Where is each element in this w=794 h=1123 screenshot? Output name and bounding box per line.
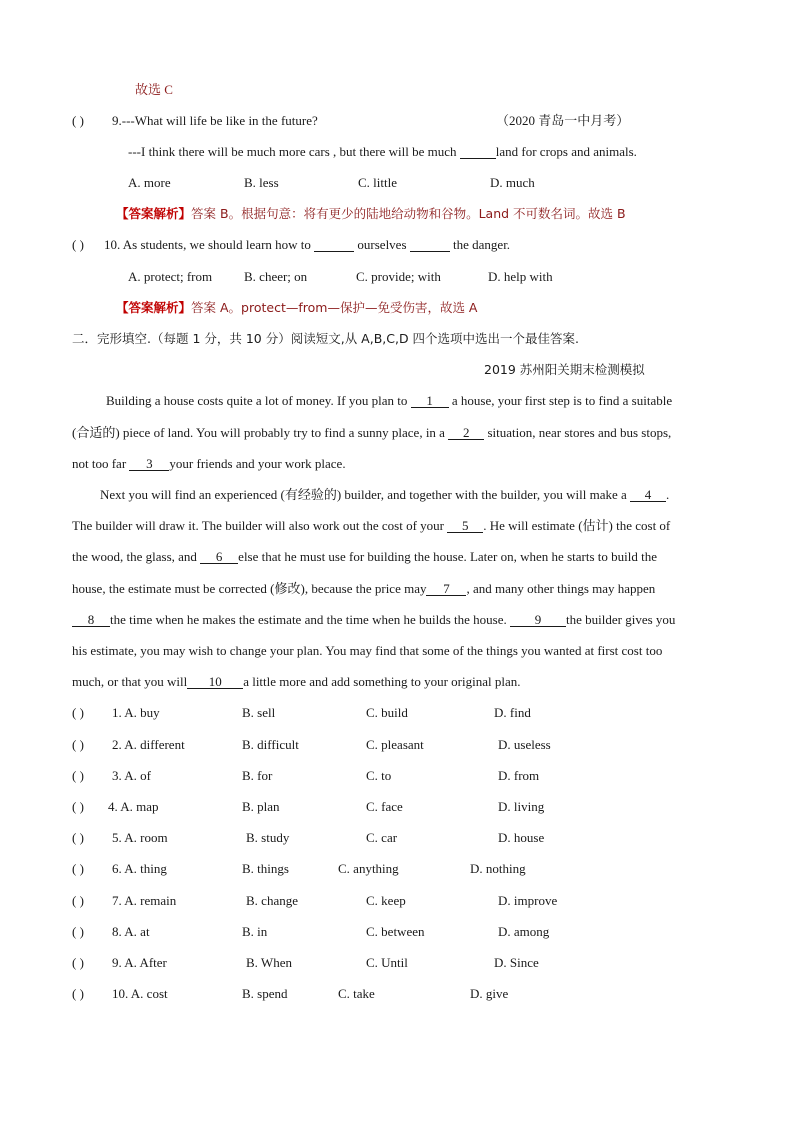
option-d: D. house xyxy=(498,830,545,845)
q10-stem xyxy=(104,237,510,253)
option-a: 2. A. different xyxy=(112,737,185,752)
option-a: 6. A. thing xyxy=(112,861,167,876)
option-a: 3. A. of xyxy=(112,768,151,783)
q9-second-line xyxy=(128,144,637,160)
passage-line xyxy=(72,518,670,534)
option-b: B. difficult xyxy=(242,737,299,752)
passage-line xyxy=(72,456,346,472)
q10-analysis xyxy=(116,300,477,316)
q10-option-a: A. protect; from xyxy=(128,269,213,284)
cloze-blank: 1 xyxy=(411,394,449,408)
analysis-tag: 【答案解析】 xyxy=(116,300,192,315)
answer-paren: ( ) xyxy=(72,799,84,814)
passage-text: Building a house costs quite a lot of money. If you plan to xyxy=(106,393,408,408)
answer-paren: ( ) xyxy=(72,830,84,845)
passage-line xyxy=(100,487,669,503)
option-c: C. face xyxy=(366,799,403,814)
option-d: D. find xyxy=(494,705,531,720)
passage-line: his estimate, you may wish to change your plan. You may find that some of the things you wanted at first cost too xyxy=(72,643,663,658)
option-c: C. take xyxy=(338,986,375,1001)
passage-text: (合适的) piece of land. You will probably try to find a sunny place, in a xyxy=(72,425,445,440)
answer-paren: ( ) xyxy=(72,955,84,970)
answer-paren: ( ) xyxy=(72,861,84,876)
passage-text: the wood, the glass, and xyxy=(72,549,197,564)
passage-text: else that he must use for building the house. Later on, when he starts to build the xyxy=(238,549,657,564)
option-d: D. from xyxy=(498,768,540,783)
option-a: 10. A. cost xyxy=(112,986,168,1001)
answer-paren: ( ) xyxy=(72,986,84,1001)
cloze-blank: 8 xyxy=(72,613,110,627)
passage-text: . He will estimate (估计) the cost of xyxy=(483,518,671,533)
q9-answer-paren: ( ) xyxy=(72,113,84,128)
passage-line xyxy=(72,674,520,690)
option-a: 1. A. buy xyxy=(112,705,160,720)
option-a: 5. A. room xyxy=(112,830,168,845)
cloze-blank: 9 xyxy=(510,613,566,627)
section-heading: 二．完形填空.（每题 1 分，共 10 分）阅读短文,从 A,B,C,D 四个选项中选出一个最佳答案. xyxy=(72,331,580,346)
option-d: D. Since xyxy=(494,955,539,970)
answer-paren: ( ) xyxy=(72,705,84,720)
option-a: 8. A. at xyxy=(112,924,150,939)
passage-line xyxy=(72,549,657,565)
option-a: 4. A. map xyxy=(108,799,159,814)
q10-option-b: B. cheer; on xyxy=(244,269,308,284)
option-c: C. Until xyxy=(366,955,408,970)
cloze-blank: 5 xyxy=(447,519,483,533)
q9-analysis xyxy=(116,206,626,222)
q9-blank xyxy=(460,145,496,159)
q10-answer-paren: ( ) xyxy=(72,237,84,252)
q9-option-d: D. much xyxy=(490,175,535,190)
passage-text: The builder will draw it. The builder will also work out the cost of your xyxy=(72,518,444,533)
passage-text: a house, your first step is to find a suitable xyxy=(451,393,673,408)
q10-stem-c: the danger. xyxy=(453,237,511,252)
option-a: 7. A. remain xyxy=(112,893,177,908)
q10-option-c: C. provide; with xyxy=(356,269,441,284)
q9-option-c: C. little xyxy=(358,175,397,190)
passage-text: situation, near stores and bus stops, xyxy=(487,425,672,440)
option-b: B. things xyxy=(242,861,289,876)
option-b: B. plan xyxy=(242,799,280,814)
option-c: C. car xyxy=(366,830,398,845)
option-b: B. study xyxy=(246,830,290,845)
option-d: D. living xyxy=(498,799,545,814)
q10-option-d: D. help with xyxy=(488,269,553,284)
passage-text: a little more and add something to your original plan. xyxy=(243,674,521,689)
option-b: B. for xyxy=(242,768,273,783)
answer-paren: ( ) xyxy=(72,737,84,752)
previous-answer-note: 故选 C xyxy=(135,82,173,97)
q9-option-b: B. less xyxy=(244,175,279,190)
passage-text: Next you will find an experienced (有经验的) builder, and together with the builder, you will make a xyxy=(100,487,627,502)
q9-stem: 9.---What will life be like in the future? xyxy=(112,113,318,128)
passage-text: the builder gives you xyxy=(566,612,676,627)
option-b: B. change xyxy=(246,893,298,908)
answer-paren: ( ) xyxy=(72,893,84,908)
cloze-blank: 10 xyxy=(187,675,243,689)
q9-source: （2020 青岛一中月考） xyxy=(496,113,630,128)
q10-analysis-text: 答案 A。protect—from—保护—免受伤害，故选 A xyxy=(191,300,478,315)
q10-blank-1 xyxy=(314,238,354,252)
cloze-blank: 6 xyxy=(200,550,238,564)
section-source: 2019 苏州阳关期末检测模拟 xyxy=(484,362,645,377)
option-d: D. improve xyxy=(498,893,558,908)
cloze-blank: 2 xyxy=(448,426,484,440)
option-c: C. anything xyxy=(338,861,399,876)
passage-text: . xyxy=(666,487,670,502)
passage-text: house, the estimate must be corrected (修改), because the price may xyxy=(72,581,427,596)
option-b: B. spend xyxy=(242,986,288,1001)
option-b: B. sell xyxy=(242,705,276,720)
cloze-blank: 7 xyxy=(426,582,466,596)
q10-blank-2 xyxy=(410,238,450,252)
option-c: C. keep xyxy=(366,893,406,908)
passage-text: the time when he makes the estimate and the time when he builds the house. xyxy=(110,612,507,627)
cloze-blank: 3 xyxy=(129,457,169,471)
passage-line xyxy=(72,425,671,441)
option-c: C. pleasant xyxy=(366,737,424,752)
passage-text: much, or that you will xyxy=(72,674,188,689)
option-d: D. nothing xyxy=(470,861,526,876)
q9-analysis-text: 答案 B。根据句意：将有更少的陆地给动物和谷物。Land 不可数名词。故选 B xyxy=(191,206,626,221)
option-c: C. between xyxy=(366,924,425,939)
q9-line2-text: ---I think there will be much more cars , but there will be much xyxy=(128,144,457,159)
option-c: C. build xyxy=(366,705,408,720)
passage-text: not too far xyxy=(72,456,127,471)
option-d: D. useless xyxy=(498,737,551,752)
passage-line xyxy=(72,612,675,628)
q10-stem-a: 10. As students, we should learn how to xyxy=(104,237,311,252)
option-b: B. When xyxy=(246,955,292,970)
q9-line2-end: land for crops and animals. xyxy=(495,144,637,159)
passage-line xyxy=(72,581,655,597)
option-a: 9. A. After xyxy=(112,955,167,970)
option-b: B. in xyxy=(242,924,268,939)
cloze-blank: 4 xyxy=(630,488,666,502)
answer-paren: ( ) xyxy=(72,924,84,939)
q10-stem-b: ourselves xyxy=(357,237,407,252)
option-d: D. among xyxy=(498,924,550,939)
passage-text: , and many other things may happen xyxy=(466,581,656,596)
option-c: C. to xyxy=(366,768,392,783)
q9-option-a: A. more xyxy=(128,175,171,190)
option-d: D. give xyxy=(470,986,509,1001)
passage-text: your friends and your work place. xyxy=(169,456,346,471)
answer-paren: ( ) xyxy=(72,768,84,783)
analysis-tag: 【答案解析】 xyxy=(116,206,192,221)
passage-line xyxy=(106,393,672,409)
